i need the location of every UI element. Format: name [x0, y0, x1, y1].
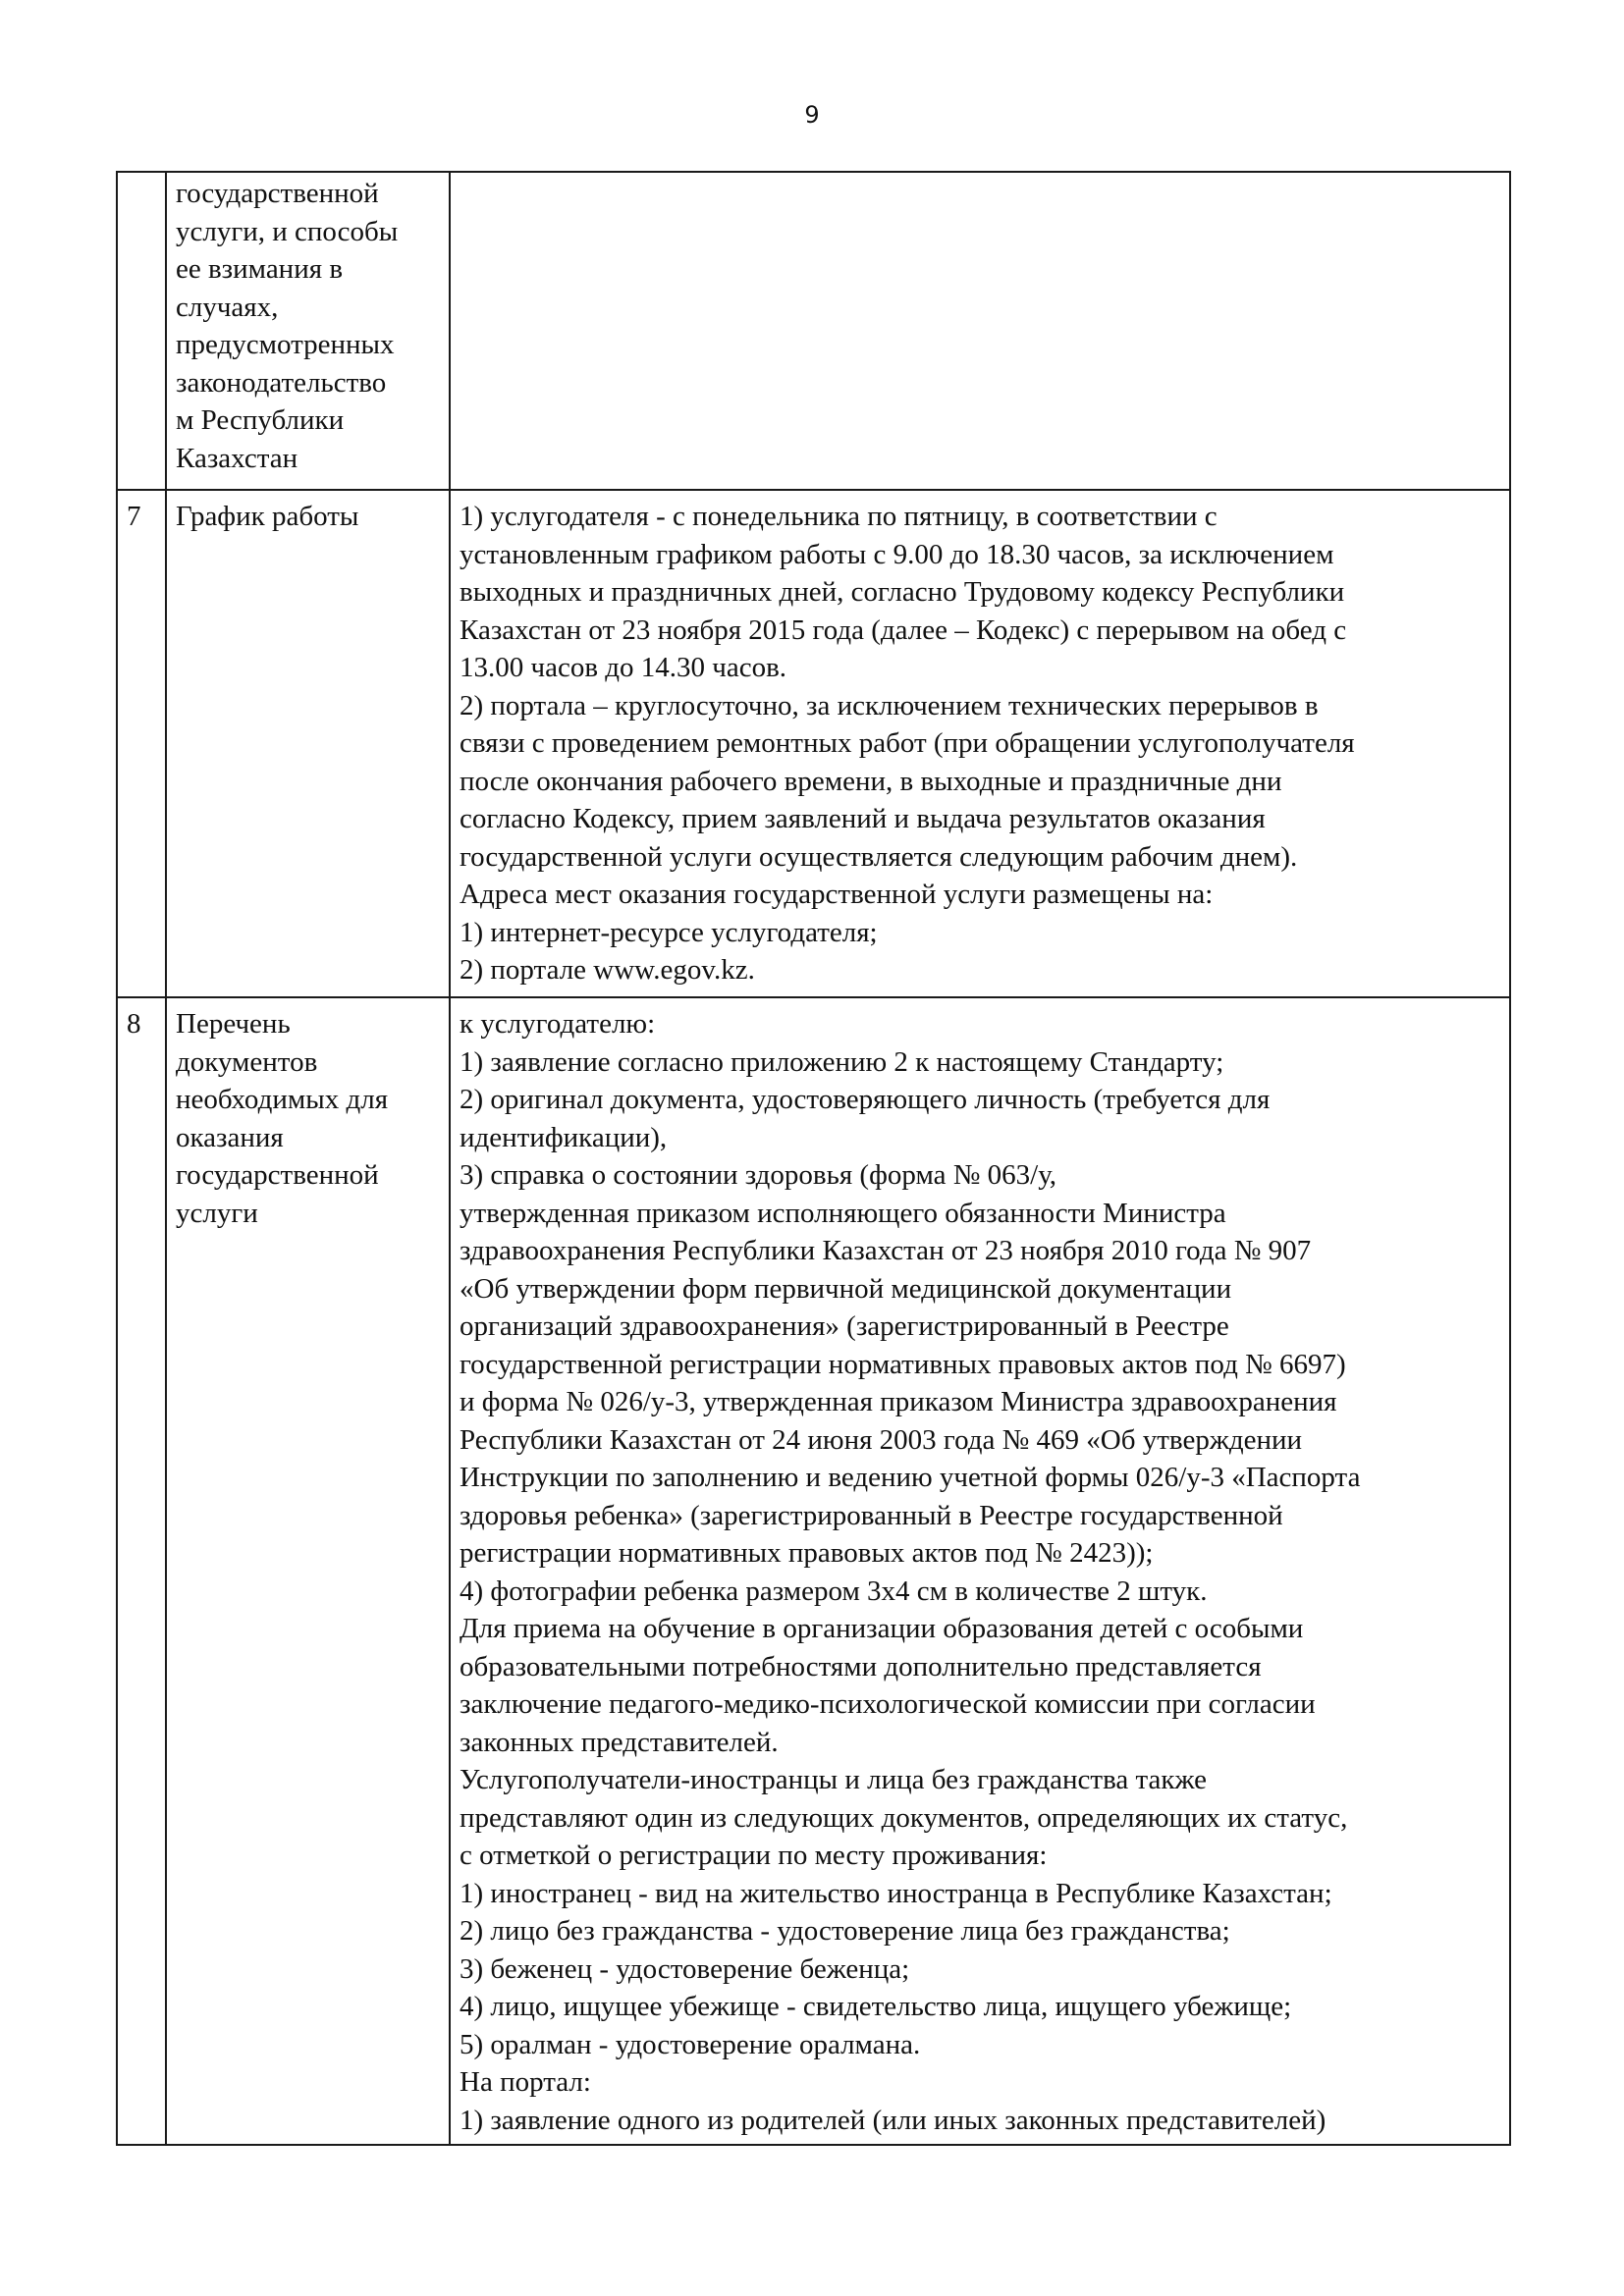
- text-line: законодательство: [176, 366, 387, 399]
- text-line: м Республики: [176, 404, 345, 436]
- text-line: 3) беженец - удостоверение беженца;: [460, 1952, 910, 1985]
- text-line: 1) заявление согласно приложению 2 к настоящему Стандарту;: [460, 1045, 1224, 1078]
- text-line: 3) справка о состоянии здоровья (форма № 063/у,: [460, 1159, 1057, 1191]
- text-line: 1) услугодателя - с понедельника по пятницу, в соответствии с: [460, 501, 1218, 532]
- table-row: [117, 490, 1510, 997]
- text-line: 2) портала – круглосуточно, за исключением технических перерывов в: [460, 689, 1319, 721]
- text-line: 1) интернет-ресурсе услугодателя;: [460, 916, 878, 948]
- text-line: идентификации),: [460, 1121, 668, 1153]
- row-content: [450, 172, 1510, 490]
- text-line: после окончания рабочего времени, в выходные и праздничные дни: [460, 765, 1282, 797]
- table-row: [117, 172, 1510, 490]
- text-line: Казахстан от 23 ноября 2015 года (далее – Кодекс) с перерывом на обед с: [460, 614, 1347, 646]
- row-content: [450, 490, 1510, 997]
- text-line: Услугополучатели-иностранцы и лица без гражданства также: [460, 1764, 1208, 1795]
- text-line: 13.00 часов до 14.30 часов.: [460, 652, 787, 683]
- text-line: государственной регистрации нормативных правовых актов под № 6697): [460, 1348, 1346, 1380]
- text-line: 2) лицо без гражданства - удостоверение лица без гражданства;: [460, 1915, 1230, 1947]
- text-line: выходных и праздничных дней, согласно Трудовому кодексу Республики: [460, 576, 1345, 608]
- text-line: 4) фотографии ребенка размером 3х4 см в количестве 2 штук.: [460, 1575, 1208, 1607]
- text-line: Казахстан: [176, 442, 298, 474]
- text-line: с отметкой о регистрации по месту проживания:: [460, 1840, 1048, 1871]
- text-line: Адреса мест оказания государственной услуги размещены на:: [460, 879, 1214, 910]
- text-line: необходимых для: [176, 1084, 389, 1115]
- text-line: организаций здравоохранения» (зарегистрированный в Реестре: [460, 1310, 1229, 1342]
- text-line: представляют один из следующих документов, определяющих их статус,: [460, 1801, 1348, 1834]
- text-line: Инструкции по заполнению и ведению учетной формы 026/у-3 «Паспорта: [460, 1462, 1361, 1493]
- text-line: 4) лицо, ищущее убежище - свидетельство лица, ищущего убежище;: [460, 1991, 1292, 2022]
- text-line: утвержденная приказом исполняющего обязанности Министра: [460, 1197, 1226, 1229]
- row-title: [166, 490, 450, 997]
- text-line: «Об утверждении форм первичной медицинской документации: [460, 1272, 1232, 1305]
- text-line: 5) оралман - удостоверение оралмана.: [460, 2028, 921, 2060]
- text-line: случаях,: [176, 291, 279, 323]
- text-line: документов: [176, 1045, 318, 1078]
- text-line: регистрации нормативных правовых актов под № 2423));: [460, 1537, 1154, 1569]
- service-standard-table: [116, 171, 1511, 2146]
- text-line: 2) оригинал документа, удостоверяющего личность (требуется для: [460, 1084, 1271, 1115]
- page-number: 9: [804, 101, 820, 129]
- text-line: к услугодателю:: [460, 1008, 656, 1040]
- table-row: [117, 997, 1510, 2145]
- text-line: здравоохранения Республики Казахстан от 23 ноября 2010 года № 907: [460, 1235, 1312, 1266]
- text-line: оказания: [176, 1121, 284, 1153]
- row-title: [166, 997, 450, 2145]
- text-line: государственной: [176, 1159, 379, 1191]
- text-line: установленным графиком работы с 9.00 до 18.30 часов, за исключением: [460, 538, 1334, 570]
- row-title: [166, 172, 450, 490]
- text-line: На портал:: [460, 2066, 591, 2098]
- text-line: 1) иностранец - вид на жительство иностранца в Республике Казахстан;: [460, 1877, 1332, 1909]
- text-line: здоровья ребенка» (зарегистрированный в Реестре государственной: [460, 1499, 1283, 1531]
- text-line: согласно Кодексу, прием заявлений и выдача результатов оказания: [460, 803, 1266, 834]
- text-line: заключение педагого-медико-психологической комиссии при согласии: [460, 1688, 1316, 1720]
- text-line: предусмотренных: [176, 329, 395, 360]
- text-line: 1) заявление одного из родителей (или иных законных представителей): [460, 2104, 1326, 2136]
- text-line: Перечень: [176, 1008, 291, 1040]
- text-line: и форма № 026/у-3, утвержденная приказом Министра здравоохранения: [460, 1386, 1337, 1417]
- text-line: услуги, и способы: [176, 215, 399, 247]
- text-line: образовательными потребностями дополнительно представляется: [460, 1650, 1262, 1682]
- text-line: связи с проведением ремонтных работ (при обращении услугополучателя: [460, 727, 1355, 759]
- row-content: [450, 997, 1510, 2145]
- text-line: законных представителей.: [460, 1726, 779, 1758]
- text-line: 2) портале www.egov.kz.: [460, 954, 755, 986]
- text-line: Республики Казахстан от 24 июня 2003 года № 469 «Об утверждении: [460, 1423, 1303, 1456]
- text-line: государственной: [176, 178, 379, 209]
- row-number: 7: [117, 490, 166, 997]
- row-number: 8: [117, 997, 166, 2145]
- text-line: услуги: [176, 1197, 258, 1229]
- text-line: ее взимания в: [176, 253, 344, 285]
- text-line: График работы: [176, 501, 359, 532]
- text-line: Для приема на обучение в организации образования детей с особыми: [460, 1613, 1304, 1644]
- text-line: государственной услуги осуществляется следующим рабочим днем).: [460, 840, 1298, 873]
- row-number: [117, 172, 166, 490]
